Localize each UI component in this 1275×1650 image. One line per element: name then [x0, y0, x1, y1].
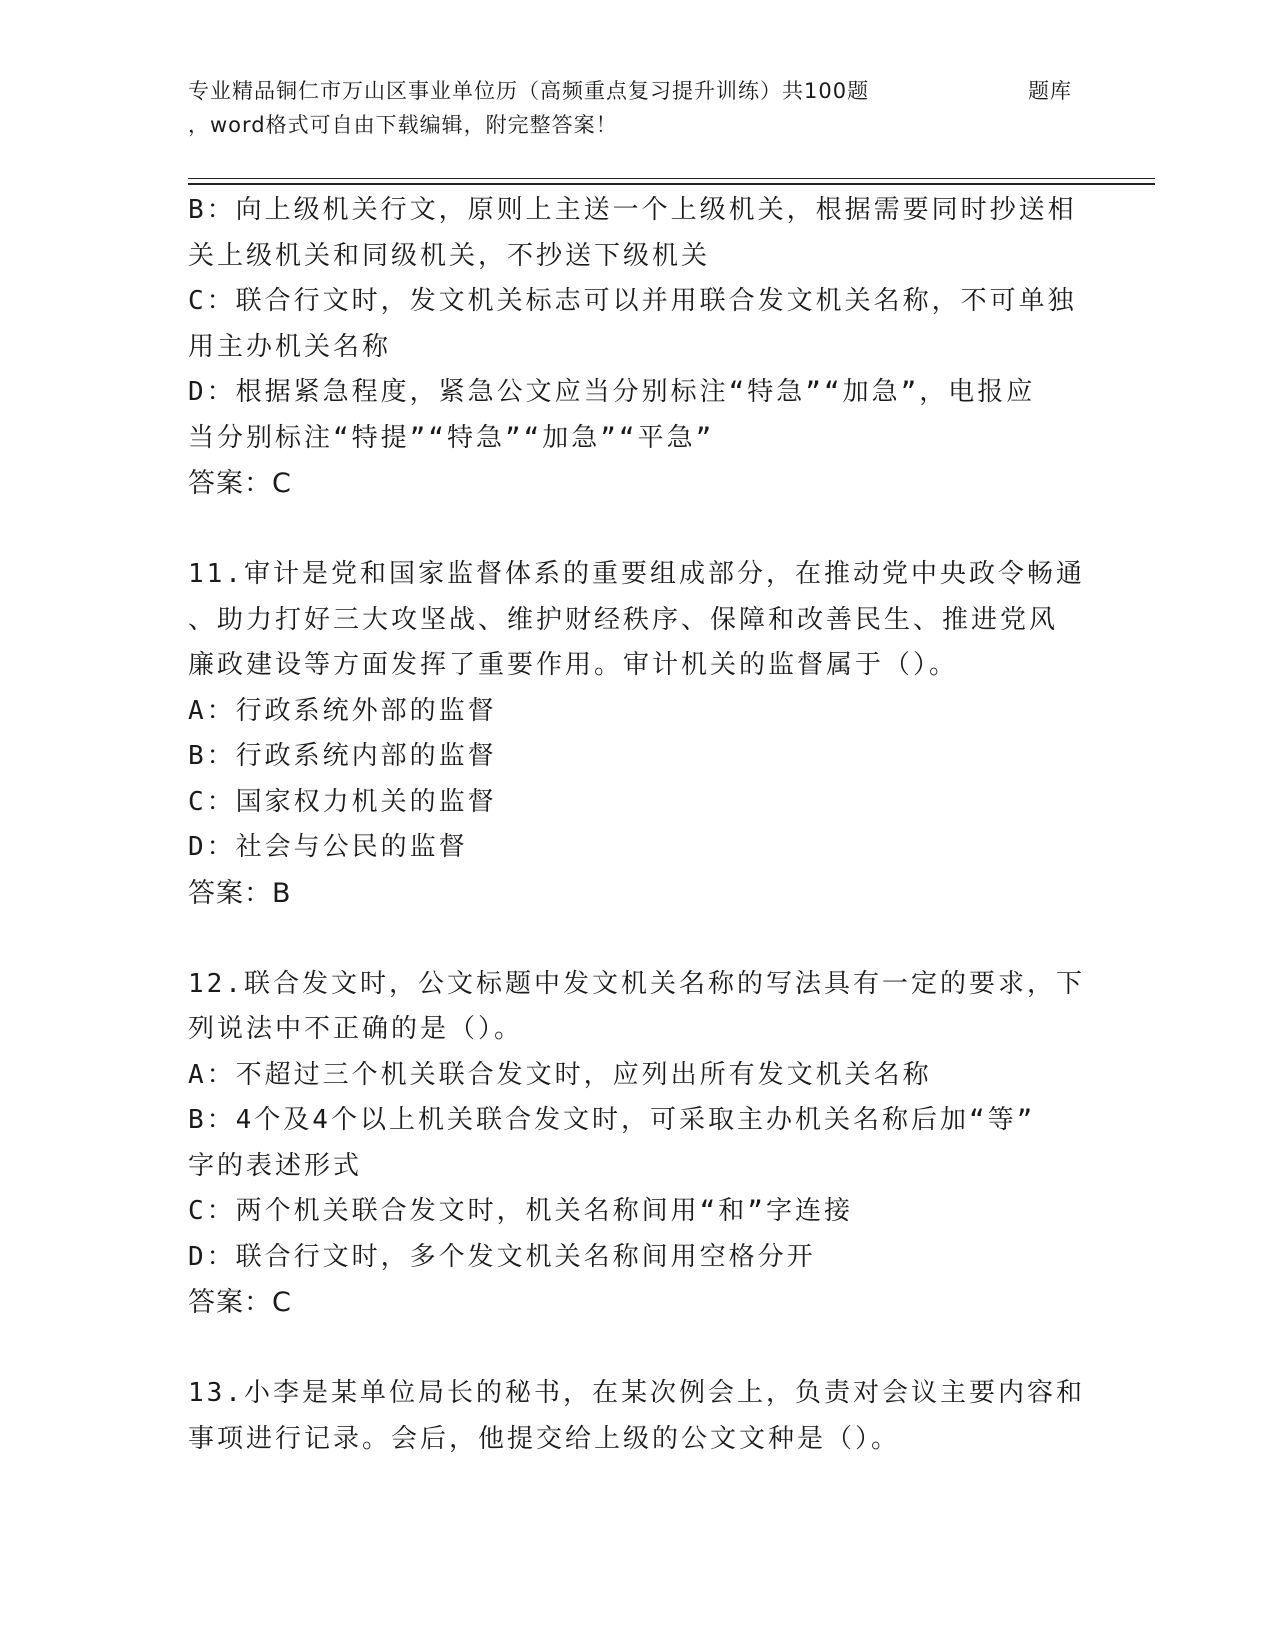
page-header [188, 74, 1108, 142]
option-c: C：联合行文时，发文机关标志可以并用联合发文机关名称，不可单独 [188, 286, 1077, 316]
answer: 答案：B [188, 877, 292, 909]
question-list [188, 188, 1088, 1462]
answer: 答案：C [188, 468, 292, 499]
option-b-cont: 字的表述形式 [188, 1150, 363, 1181]
question-stem-cont: 、助力打好三大攻坚战、维护财经秩序、保障和改善民生、推进党风 [188, 604, 1059, 635]
header-rule-thick [188, 183, 1155, 185]
question-stem-cont: 廉政建设等方面发挥了重要作用。审计机关的监督属于（）。 [188, 650, 959, 680]
option-c: C：国家权力机关的监督 [188, 786, 497, 817]
option-a: A：不超过三个机关联合发文时，应列出所有发文机关名称 [188, 1059, 932, 1090]
option-b: B：行政系统内部的监督 [188, 741, 497, 771]
option-d: D：联合行文时，多个发文机关名称间用空格分开 [188, 1241, 816, 1272]
option-d: D：根据紧急程度，紧急公文应当分别标注“特急”“加急”，电报应 [188, 377, 1036, 407]
question-stem: 11.审计是党和国家监督体系的重要组成部分，在推动党中央政令畅通 [188, 559, 1085, 589]
question-stem-cont: 事项进行记录。会后，他提交给上级的公文文种是（）。 [188, 1423, 901, 1454]
option-d-cont: 当分别标注“特提”“特急”“加急”“平急” [188, 422, 715, 453]
header-title: 专业精品铜仁市万山区事业单位历（高频重点复习提升训练）共100题 [188, 79, 870, 103]
question-11 [188, 552, 1088, 916]
header-label: 题库 [1028, 79, 1072, 103]
question-13 [188, 1371, 1088, 1462]
option-c-cont: 用主办机关名称 [188, 331, 392, 362]
header-subtitle: ，word格式可自由下载编辑，附完整答案！ [188, 113, 618, 137]
option-d: D：社会与公民的监督 [188, 832, 468, 862]
option-b: B：4个及4个以上机关联合发文时，可采取主办机关名称后加“等” [188, 1105, 1036, 1135]
option-a: A：行政系统外部的监督 [188, 695, 497, 726]
option-b: B：向上级机关行文，原则上主送一个上级机关，根据需要同时抄送相 [188, 195, 1077, 225]
question-stem: 13.小李是某单位局长的秘书，在某次例会上，负责对会议主要内容和 [188, 1378, 1085, 1408]
question-stem: 12.联合发文时，公文标题中发文机关名称的写法具有一定的要求，下 [188, 968, 1085, 999]
header-rule [188, 178, 1155, 179]
answer: 答案：C [188, 1287, 292, 1318]
question-stem-cont: 列说法中不正确的是（）。 [188, 1014, 524, 1044]
question-10-tail [188, 188, 1088, 507]
question-12 [188, 962, 1088, 1326]
option-c: C：两个机关联合发文时，机关名称间用“和”字连接 [188, 1196, 853, 1226]
option-b-cont: 关上级机关和同级机关，不抄送下级机关 [188, 240, 711, 271]
